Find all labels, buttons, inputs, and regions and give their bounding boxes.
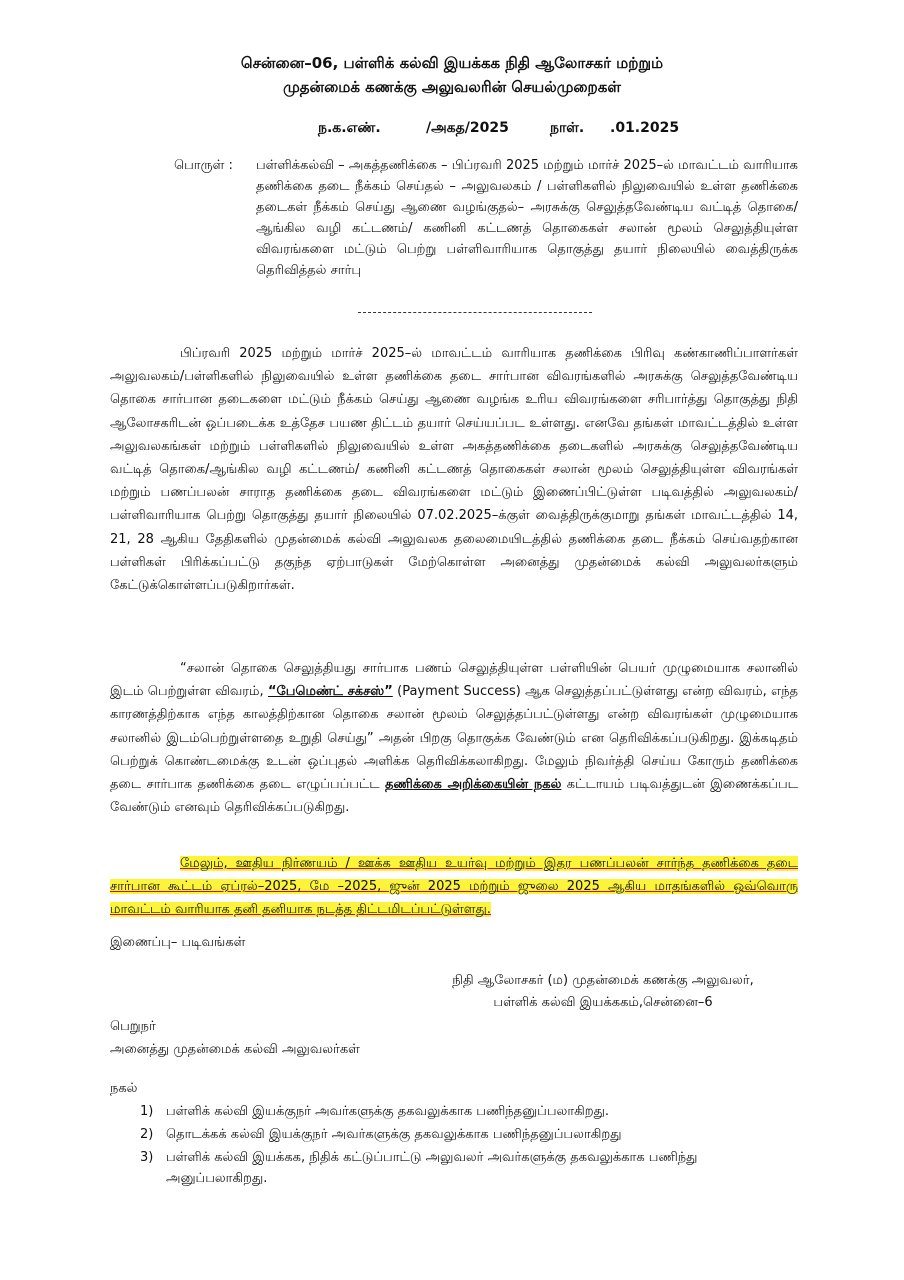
copy-list [140,1101,800,1191]
subject-label: பொருள் : [174,158,233,173]
list-item-number: 1) [140,1104,154,1119]
audit-report-copy-emphasis: தணிக்கை அறிக்கையின் நகல் [385,777,562,793]
recipient-label: பெறுநர் [110,1019,156,1034]
list-item [140,1124,800,1145]
document-title-line-2: முதன்மைக் கணக்கு அலுவலரின் செயல்முறைகள் [283,78,621,96]
list-item-number: 2) [140,1127,154,1142]
body-paragraph-2 [110,657,798,819]
document-title-line-1: சென்னை–06, பள்ளிக் கல்வி இயக்கக நிதி ஆலோசகர் மற்றும் [240,54,664,72]
list-item-number: 3) [140,1150,154,1165]
highlighted-meeting-notice: மேலும், ஊதிய நிர்ணயம் / ஊக்க ஊதிய உயர்வு மற்றும் இதர பணப்பலன் சார்ந்த தணிக்கை தடை சார்பான கூட்டம் ஏப்ரல்–2025, மே –2025, ஜுன் 2025 மற்றும் ஜுலை 2025 ஆகிய மாதங்களில் ஒவ்வொரு மாவட்டம் வாரியாக தனி தனியாக நடத்த திட்டமிடப்பட்டுள்ளது. [110,856,798,918]
body-paragraph-3 [110,852,798,922]
body-paragraph-1: பிப்ரவரி 2025 மற்றும் மார்ச் 2025–ல் மாவட்டம் வாரியாக தணிக்கை பிரிவு கண்காணிப்பாளர்கள் அலுவலகம்/பள்ளிகளில் நிலுவையில் உள்ள தணிக்கை தடை சார்பான விவரங்களில் அரசுக்கு செலுத்தவேண்டிய தொகை சார்பான தடைகளை மட்டும் நீக்கம் செய்து ஆணை வழங்க உரிய விவரங்களை சரிபார்த்து தொகுத்து நிதி ஆலோசகரிடன் ஒப்படைக்க உத்தேச பயண திட்டம் தயார் செய்யப்பட உள்ளது. எனவே தங்கள் மாவட்டத்தில் உள்ள அலுவலகங்கள் மற்றும் பள்ளிகளில் நிலுவையில் உள்ள அகத்தணிக்கை தடைகளில் அரசுக்கு செலுத்தவேண்டிய வட்டித் தொகை/ஆங்கில வழி கட்டணம்/ கணினி கட்டணத் தொகைகள் சலான் மூலம் செலுத்தியுள்ள விவரங்கள் மற்றும் பணப்பலன் சாராத தணிக்கை தடை விவரங்களை மட்டும் இணைப்பிட்டுள்ள படிவத்தில் அலுவலகம்/ பள்ளிவாரியாக பெற்று தொகுத்து தயார் நிலையில் 07.02.2025–க்குள் வைத்திருக்குமாறு தங்கள் மாவட்டத்தில் 14, 21, 28 ஆகிய தேதிகளில் முதன்மைக் கல்வி அலுவலக தலைமையிடத்தில் தணிக்கை தடை நீக்கம் செய்வதற்கான பள்ளிகள் பிரிக்கப்பட்டு தகுந்த ஏற்பாடுகள் மேற்கொள்ள அனைத்து முதன்மைக் கல்வி அலுவலர்களும் கேட்டுக்கொள்ளப்படுகிறார்கள். [110,346,798,594]
recipient-name: அனைத்து முதன்மைக் கல்வி அலுவலர்கள் [110,1042,360,1057]
paragraph-2-text-b: (Payment Success) ஆக செலுத்தப்பட்டுள்ளது என்ற விவரம், எந்த காரணத்திற்காக எந்த காலத்திற்கான தொகை சலான் மூலம் செலுத்தப்பட்டுள்ளது என்ற விவரங்கள் முழுமையாக சலானில் இடம்பெற்றுள்ளதை உறுதி செய்து” அதன் பிறகு தொகுக்க வேண்டும் என தெரிவிக்கப்படுகிறது. இக்கடிதம் பெற்றுக் கொண்டமைக்கு உடன் ஒப்புதல் அளிக்க தெரிவிக்கலாகிறது. மேலும் நிவர்த்தி செய்ய கோரும் தணிக்கை தடை சார்பாக தணிக்கை தடை எழுப்பப்பட்ட [110,684,799,793]
payment-success-emphasis: “பேமெண்ட் சக்சஸ்” [267,684,393,700]
list-item-text: பள்ளிக் கல்வி இயக்குநர் அவர்களுக்கு தகவலுக்காக பணிந்தனுப்பலாகிறது. [166,1104,610,1119]
list-item-text: பள்ளிக் கல்வி இயக்கக, நிதிக் கட்டுப்பாட்டு அலுவலர் அவர்களுக்கு தகவலுக்காக பணிந்து அனுப்பலாகிறது. [166,1150,698,1186]
signature-office: பள்ளிக் கல்வி இயக்ககம்,சென்னை–6 [493,995,713,1010]
reference-number-value: /அகத/2025 [426,120,509,136]
subject-divider [358,312,592,313]
reference-date-label: நாள். [550,120,585,136]
copy-label: நகல் [110,1081,138,1096]
paragraph-2-text-c: கட்டாயம் படிவத்துடன் இணைக்கப்பட வேண்டும் எனவும் தெரிவிக்கப்படுகிறது. [110,777,799,816]
signature-designation: நிதி ஆலோசகர் (ம) முதன்மைக் கணக்கு அலுவலர், [452,973,754,988]
signature-block [398,970,808,1014]
enclosure-note: இணைப்பு– படிவங்கள் [110,935,246,950]
reference-date-value: .01.2025 [610,120,680,136]
list-item [140,1101,800,1122]
subject-text: பள்ளிக்கல்வி – அகத்தணிக்கை – பிப்ரவரி 2025 மற்றும் மார்ச் 2025–ல் மாவட்டம் வாரியாக தணிக்கை தடை நீக்கம் செய்தல் – அலுவலகம் / பள்ளிகளில் நிலுவையில் உள்ள தணிக்கை தடைகள் நீக்கம் செய்து ஆணை வழங்குதல்– அரசுக்கு செலுத்தவேண்டிய வட்டித் தொகை/ஆங்கில வழி கட்டணம்/ கணினி கட்டணத் தொகைகள் சலான் மூலம் செலுத்தியுள்ள விவரங்களை மட்டும் பெற்று பள்ளிவாரியாக தொகுத்து தயார் நிலையில் வைத்திருக்க தெரிவித்தல் சார்பு [256,158,798,278]
list-item-text: தொடக்கக் கல்வி இயக்குநர் அவர்களுக்கு தகவலுக்காக பணிந்தனுப்பலாகிறது [166,1127,622,1142]
list-item [140,1147,800,1189]
reference-number-label: ந.க.எண். [318,120,381,136]
paragraph-2-text-a: “சலான் தொகை செலுத்தியது சார்பாக பணம் செலுத்தியுள்ள பள்ளியின் பெயர் முழுமையாக சலானில் இடம் பெற்றுள்ள விவரம், [110,661,798,700]
